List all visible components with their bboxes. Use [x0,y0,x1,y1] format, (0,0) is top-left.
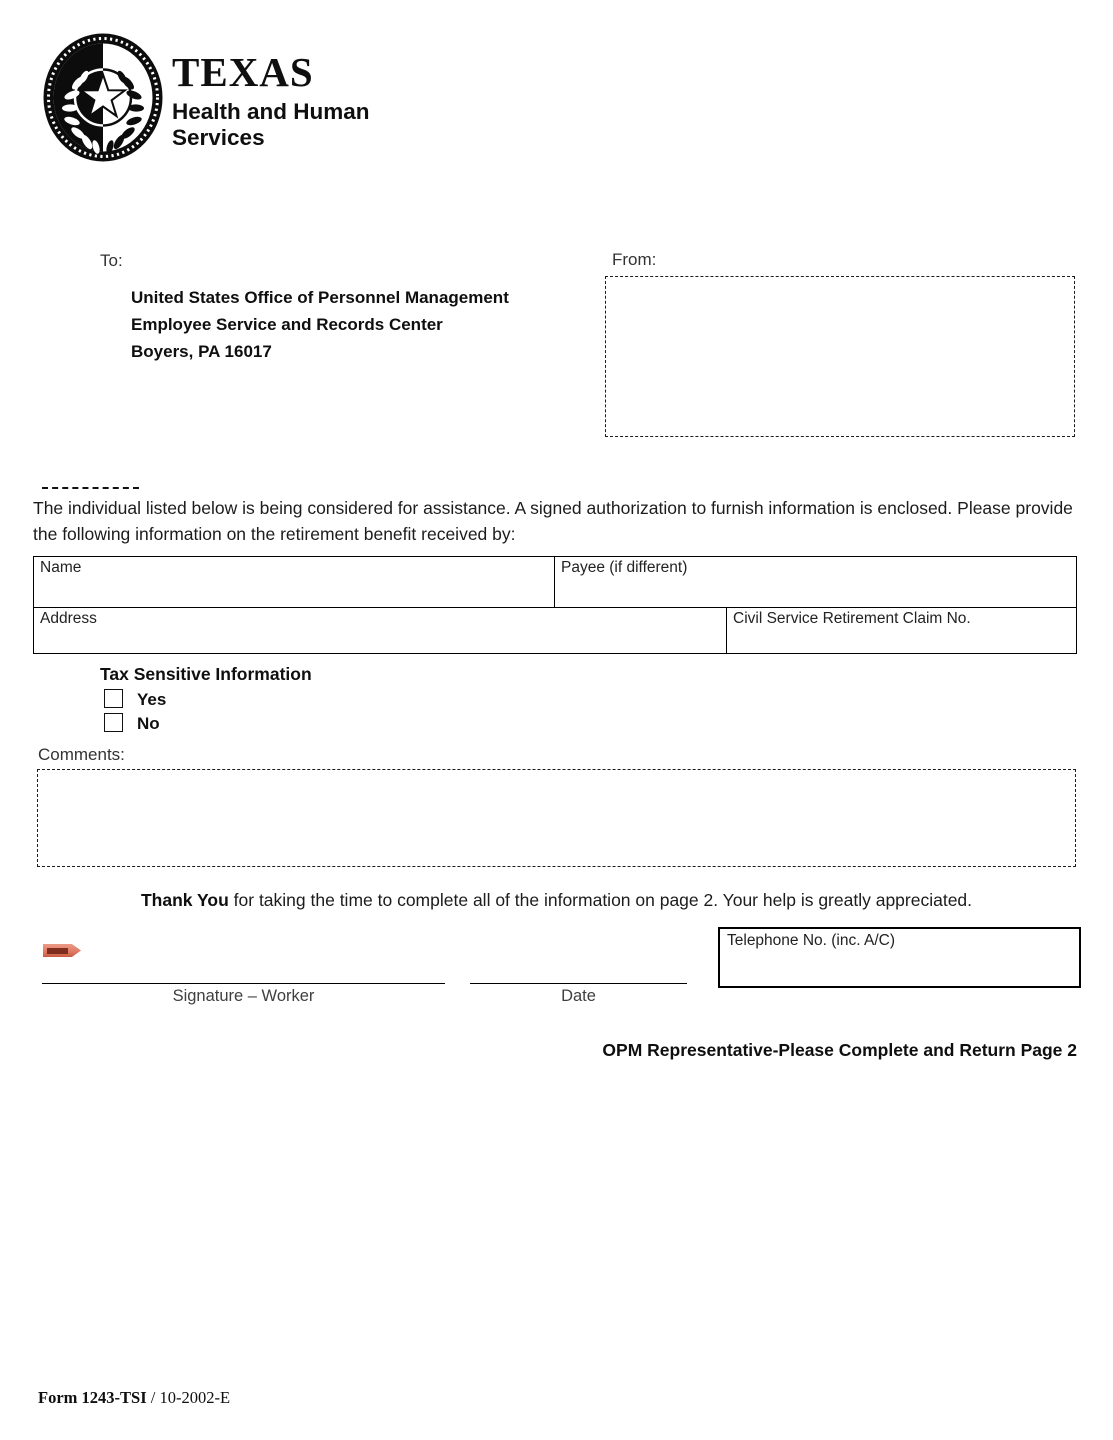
name-field-label: Name [40,559,82,576]
intro-paragraph: The individual listed below is being considered for assistance. A signed authorization to furnish information is enclosed. Please provide the following information on the retirement benefit received by: [33,498,1073,544]
thank-you-bold: Thank You [140,890,229,910]
tax-sensitive-heading: Tax Sensitive Information [100,664,312,684]
telephone-field[interactable] [718,927,1081,988]
claim-number-field-label: Civil Service Retirement Claim No. [733,610,971,627]
claim-number-field[interactable] [727,608,1076,653]
date-label: Date [561,987,596,1005]
recipient-address-line2: Employee Service and Records Center [131,315,443,334]
form-number: Form 1243-TSI [38,1388,147,1407]
comments-box[interactable] [37,769,1076,867]
brand-subtitle-line2: Services [172,125,265,150]
name-field[interactable] [34,557,555,607]
flag-text-smudge [47,948,68,954]
benefit-info-table [33,556,1077,654]
signature-line[interactable] [42,983,445,984]
table-row [34,557,1076,608]
recipient-address-line1: United States Office of Personnel Management [131,288,509,307]
checkbox-yes[interactable] [104,689,123,708]
opm-return-note: OPM Representative-Please Complete and Return Page 2 [602,1040,1077,1060]
comments-label: Comments: [38,745,125,764]
table-row [34,608,1076,653]
thank-you-line [0,890,1113,911]
address-field-label: Address [40,610,97,627]
to-label: To: [100,251,123,270]
form-footer [38,1388,230,1408]
address-field[interactable] [34,608,727,653]
recipient-address-line3: Boyers, PA 16017 [131,342,272,361]
from-label: From: [612,250,657,269]
form-edition: / 10-2002-E [146,1388,231,1407]
sign-here-arrow-icon [43,944,81,957]
recipient-address [131,284,509,365]
payee-field-label: Payee (if different) [561,559,688,576]
date-line[interactable] [470,983,687,984]
dash-separator [42,487,139,489]
checkbox-no[interactable] [104,713,123,732]
from-address-box[interactable] [605,276,1075,437]
checkbox-no-label: No [137,714,160,733]
signature-label: Signature – Worker [172,987,315,1005]
telephone-field-label: Telephone No. (inc. A/C) [727,932,896,949]
thank-you-rest: for taking the time to complete all of the information on page 2. Your help is greatly appreciated. [228,890,973,910]
checkbox-yes-label: Yes [137,690,167,709]
payee-field[interactable] [555,557,1076,607]
brand-name: TEXAS [172,49,314,95]
brand-subtitle-line1: Health and Human [172,99,370,124]
texas-state-seal-icon [43,33,163,162]
agency-wordmark [172,49,370,151]
